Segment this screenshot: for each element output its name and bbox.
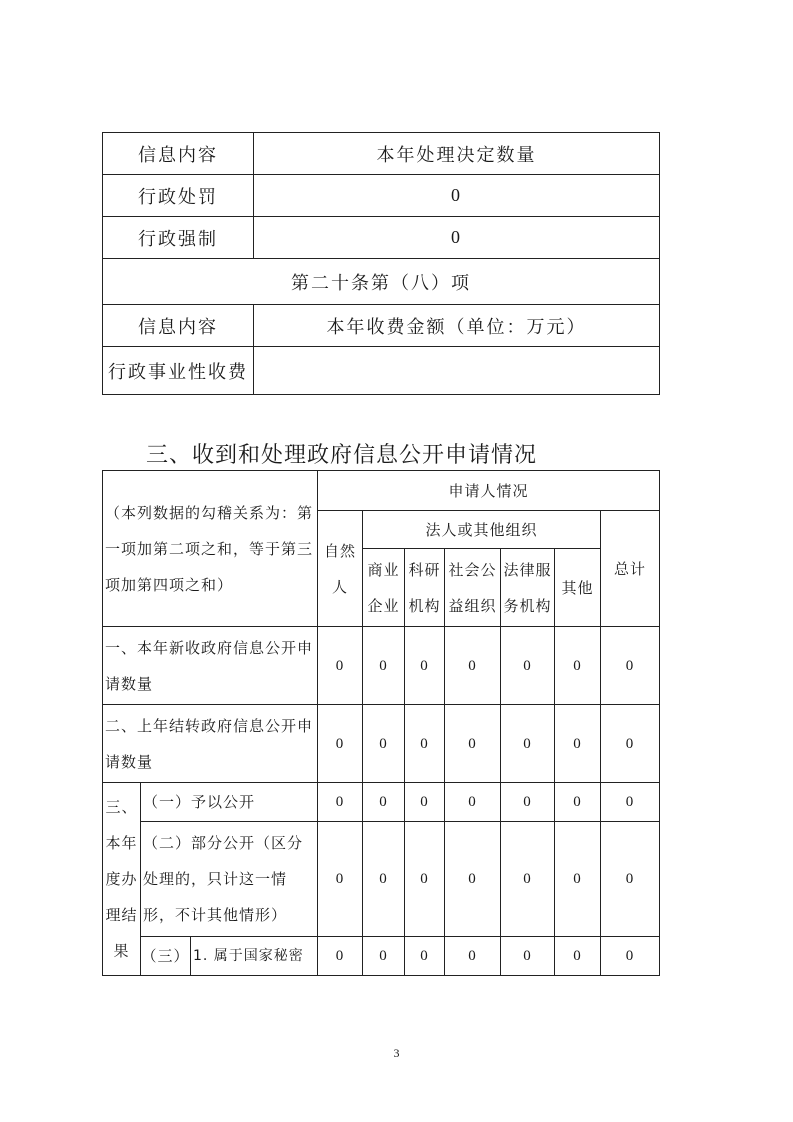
header-decision-count: 本年处理决定数量 xyxy=(254,133,660,175)
cell: 0 xyxy=(501,822,555,937)
row-label: （一）予以公开 xyxy=(141,783,318,822)
row-label: 1. 属于国家秘密 xyxy=(191,937,318,976)
corner-note: （本列数据的勾稽关系为：第一项加第二项之和，等于第三项加第四项之和） xyxy=(103,471,318,627)
cell: 0 xyxy=(318,783,363,822)
cell: 0 xyxy=(501,627,555,705)
cell: 0 xyxy=(445,822,501,937)
col-legal-service: 法律服务机构 xyxy=(501,549,555,627)
cell: 0 xyxy=(601,783,660,822)
row-label: 一、本年新收政府信息公开申请数量 xyxy=(103,627,318,705)
cell: 0 xyxy=(318,627,363,705)
cell: 0 xyxy=(405,822,445,937)
cell: 0 xyxy=(318,937,363,976)
row-label: 二、上年结转政府信息公开申请数量 xyxy=(103,705,318,783)
row-label: （二）部分公开（区分处理的，只计这一情形，不计其他情形） xyxy=(141,822,318,937)
fee-row-label: 行政事业性收费 xyxy=(103,347,254,395)
table-row xyxy=(103,783,660,822)
cell: 0 xyxy=(601,937,660,976)
cell: 0 xyxy=(363,705,405,783)
cell: 0 xyxy=(501,783,555,822)
row-admin-coercion-label: 行政强制 xyxy=(103,217,254,259)
cell: 0 xyxy=(363,783,405,822)
cell: 0 xyxy=(318,822,363,937)
cell: 0 xyxy=(555,627,601,705)
row-admin-penalty-value: 0 xyxy=(254,175,660,217)
result-group-label: 三、本年度办理结果 xyxy=(103,783,141,976)
section-heading-article-20-8: 第二十条第（八）项 xyxy=(103,259,660,305)
table-row xyxy=(103,937,660,976)
table-row xyxy=(103,627,660,705)
legal-group-header: 法人或其他组织 xyxy=(363,511,601,549)
cell: 0 xyxy=(405,783,445,822)
cell: 0 xyxy=(445,705,501,783)
cell: 0 xyxy=(555,822,601,937)
info-table-1 xyxy=(102,132,660,395)
applicant-header: 申请人情况 xyxy=(318,471,660,511)
sub-result-group: （三） xyxy=(141,937,191,976)
cell: 0 xyxy=(445,783,501,822)
cell: 0 xyxy=(601,627,660,705)
total-header: 总计 xyxy=(601,511,660,627)
cell: 0 xyxy=(555,705,601,783)
cell: 0 xyxy=(405,705,445,783)
table-row xyxy=(103,822,660,937)
cell: 0 xyxy=(555,783,601,822)
fee-header-label: 信息内容 xyxy=(103,305,254,347)
cell: 0 xyxy=(555,937,601,976)
cell: 0 xyxy=(405,627,445,705)
cell: 0 xyxy=(445,937,501,976)
fee-header-value: 本年收费金额（单位：万元） xyxy=(254,305,660,347)
col-research: 科研机构 xyxy=(405,549,445,627)
natural-person-header: 自然人 xyxy=(318,511,363,627)
header-info-content: 信息内容 xyxy=(103,133,254,175)
cell: 0 xyxy=(363,627,405,705)
cell: 0 xyxy=(501,937,555,976)
cell: 0 xyxy=(601,705,660,783)
cell: 0 xyxy=(601,822,660,937)
row-admin-coercion-value: 0 xyxy=(254,217,660,259)
cell: 0 xyxy=(318,705,363,783)
section-title: 三、收到和处理政府信息公开申请情况 xyxy=(146,443,538,468)
cell: 0 xyxy=(405,937,445,976)
col-business: 商业企业 xyxy=(363,549,405,627)
cell: 0 xyxy=(363,822,405,937)
fee-row-value xyxy=(254,347,660,395)
row-admin-penalty-label: 行政处罚 xyxy=(103,175,254,217)
col-public-welfare: 社会公益组织 xyxy=(445,549,501,627)
page-number: 3 xyxy=(393,1046,400,1060)
cell: 0 xyxy=(501,705,555,783)
table-row xyxy=(103,705,660,783)
cell: 0 xyxy=(363,937,405,976)
application-stats-table xyxy=(102,470,660,976)
col-other: 其他 xyxy=(555,549,601,627)
cell: 0 xyxy=(445,627,501,705)
